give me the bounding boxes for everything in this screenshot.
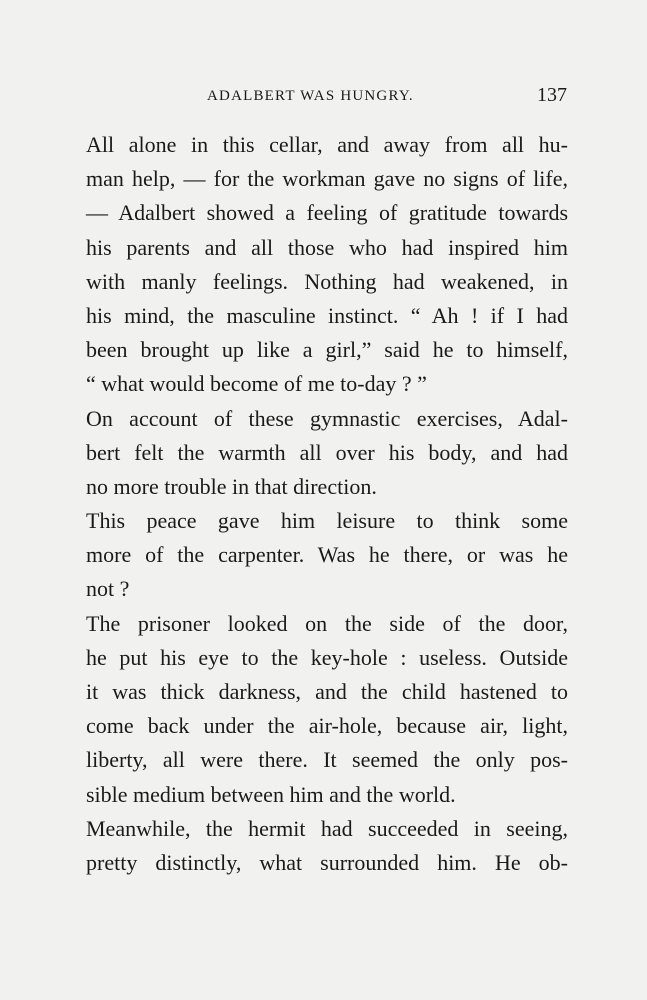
page-header xyxy=(86,84,567,110)
text-line: pretty distinctly, what surrounded him. He ob- xyxy=(86,849,568,875)
page-number: 137 xyxy=(537,84,567,106)
text-line: man help, — for the workman gave no signs of life, xyxy=(86,166,568,192)
text-line: come back under the air-hole, because air, light, xyxy=(86,713,568,739)
text-line: it was thick darkness, and the child hastened to xyxy=(86,679,568,704)
text-line: been brought up like a girl,” said he to himself, xyxy=(86,337,568,363)
paragraph xyxy=(86,402,568,505)
text-line: not ? xyxy=(86,576,130,602)
text-line: “ what would become of me to-day ? ” xyxy=(86,371,427,397)
text-line: On account of these gymnastic exercises, Adal- xyxy=(86,405,568,431)
text-line: liberty, all were there. It seemed the only pos- xyxy=(86,747,568,773)
text-line: he put his eye to the key-hole : useless. Outside xyxy=(86,644,568,670)
text-line: bert felt the warmth all over his body, and had xyxy=(86,439,568,465)
page-body xyxy=(86,128,568,880)
text-line: The prisoner looked on the side of the door, xyxy=(86,610,568,636)
paragraph xyxy=(86,607,568,812)
text-line: — Adalbert showed a feeling of gratitude towards xyxy=(86,200,568,226)
text-line: no more trouble in that direction. xyxy=(86,473,377,499)
text-line: his parents and all those who had inspired him xyxy=(86,234,568,260)
paragraph xyxy=(86,128,568,402)
text-line: with manly feelings. Nothing had weakened, in xyxy=(86,268,568,294)
paragraph xyxy=(86,504,568,607)
text-line: his mind, the masculine instinct. “ Ah ! if I had xyxy=(86,302,568,328)
running-head: ADALBERT WAS HUNGRY. xyxy=(207,88,414,104)
text-line: Meanwhile, the hermit had succeeded in seeing, xyxy=(86,815,568,841)
paragraph xyxy=(86,812,568,880)
text-line: more of the carpenter. Was he there, or was he xyxy=(86,542,568,568)
text-line: This peace gave him leisure to think some xyxy=(86,508,568,534)
text-line: sible medium between him and the world. xyxy=(86,781,456,807)
text-line: All alone in this cellar, and away from all hu- xyxy=(86,132,568,157)
